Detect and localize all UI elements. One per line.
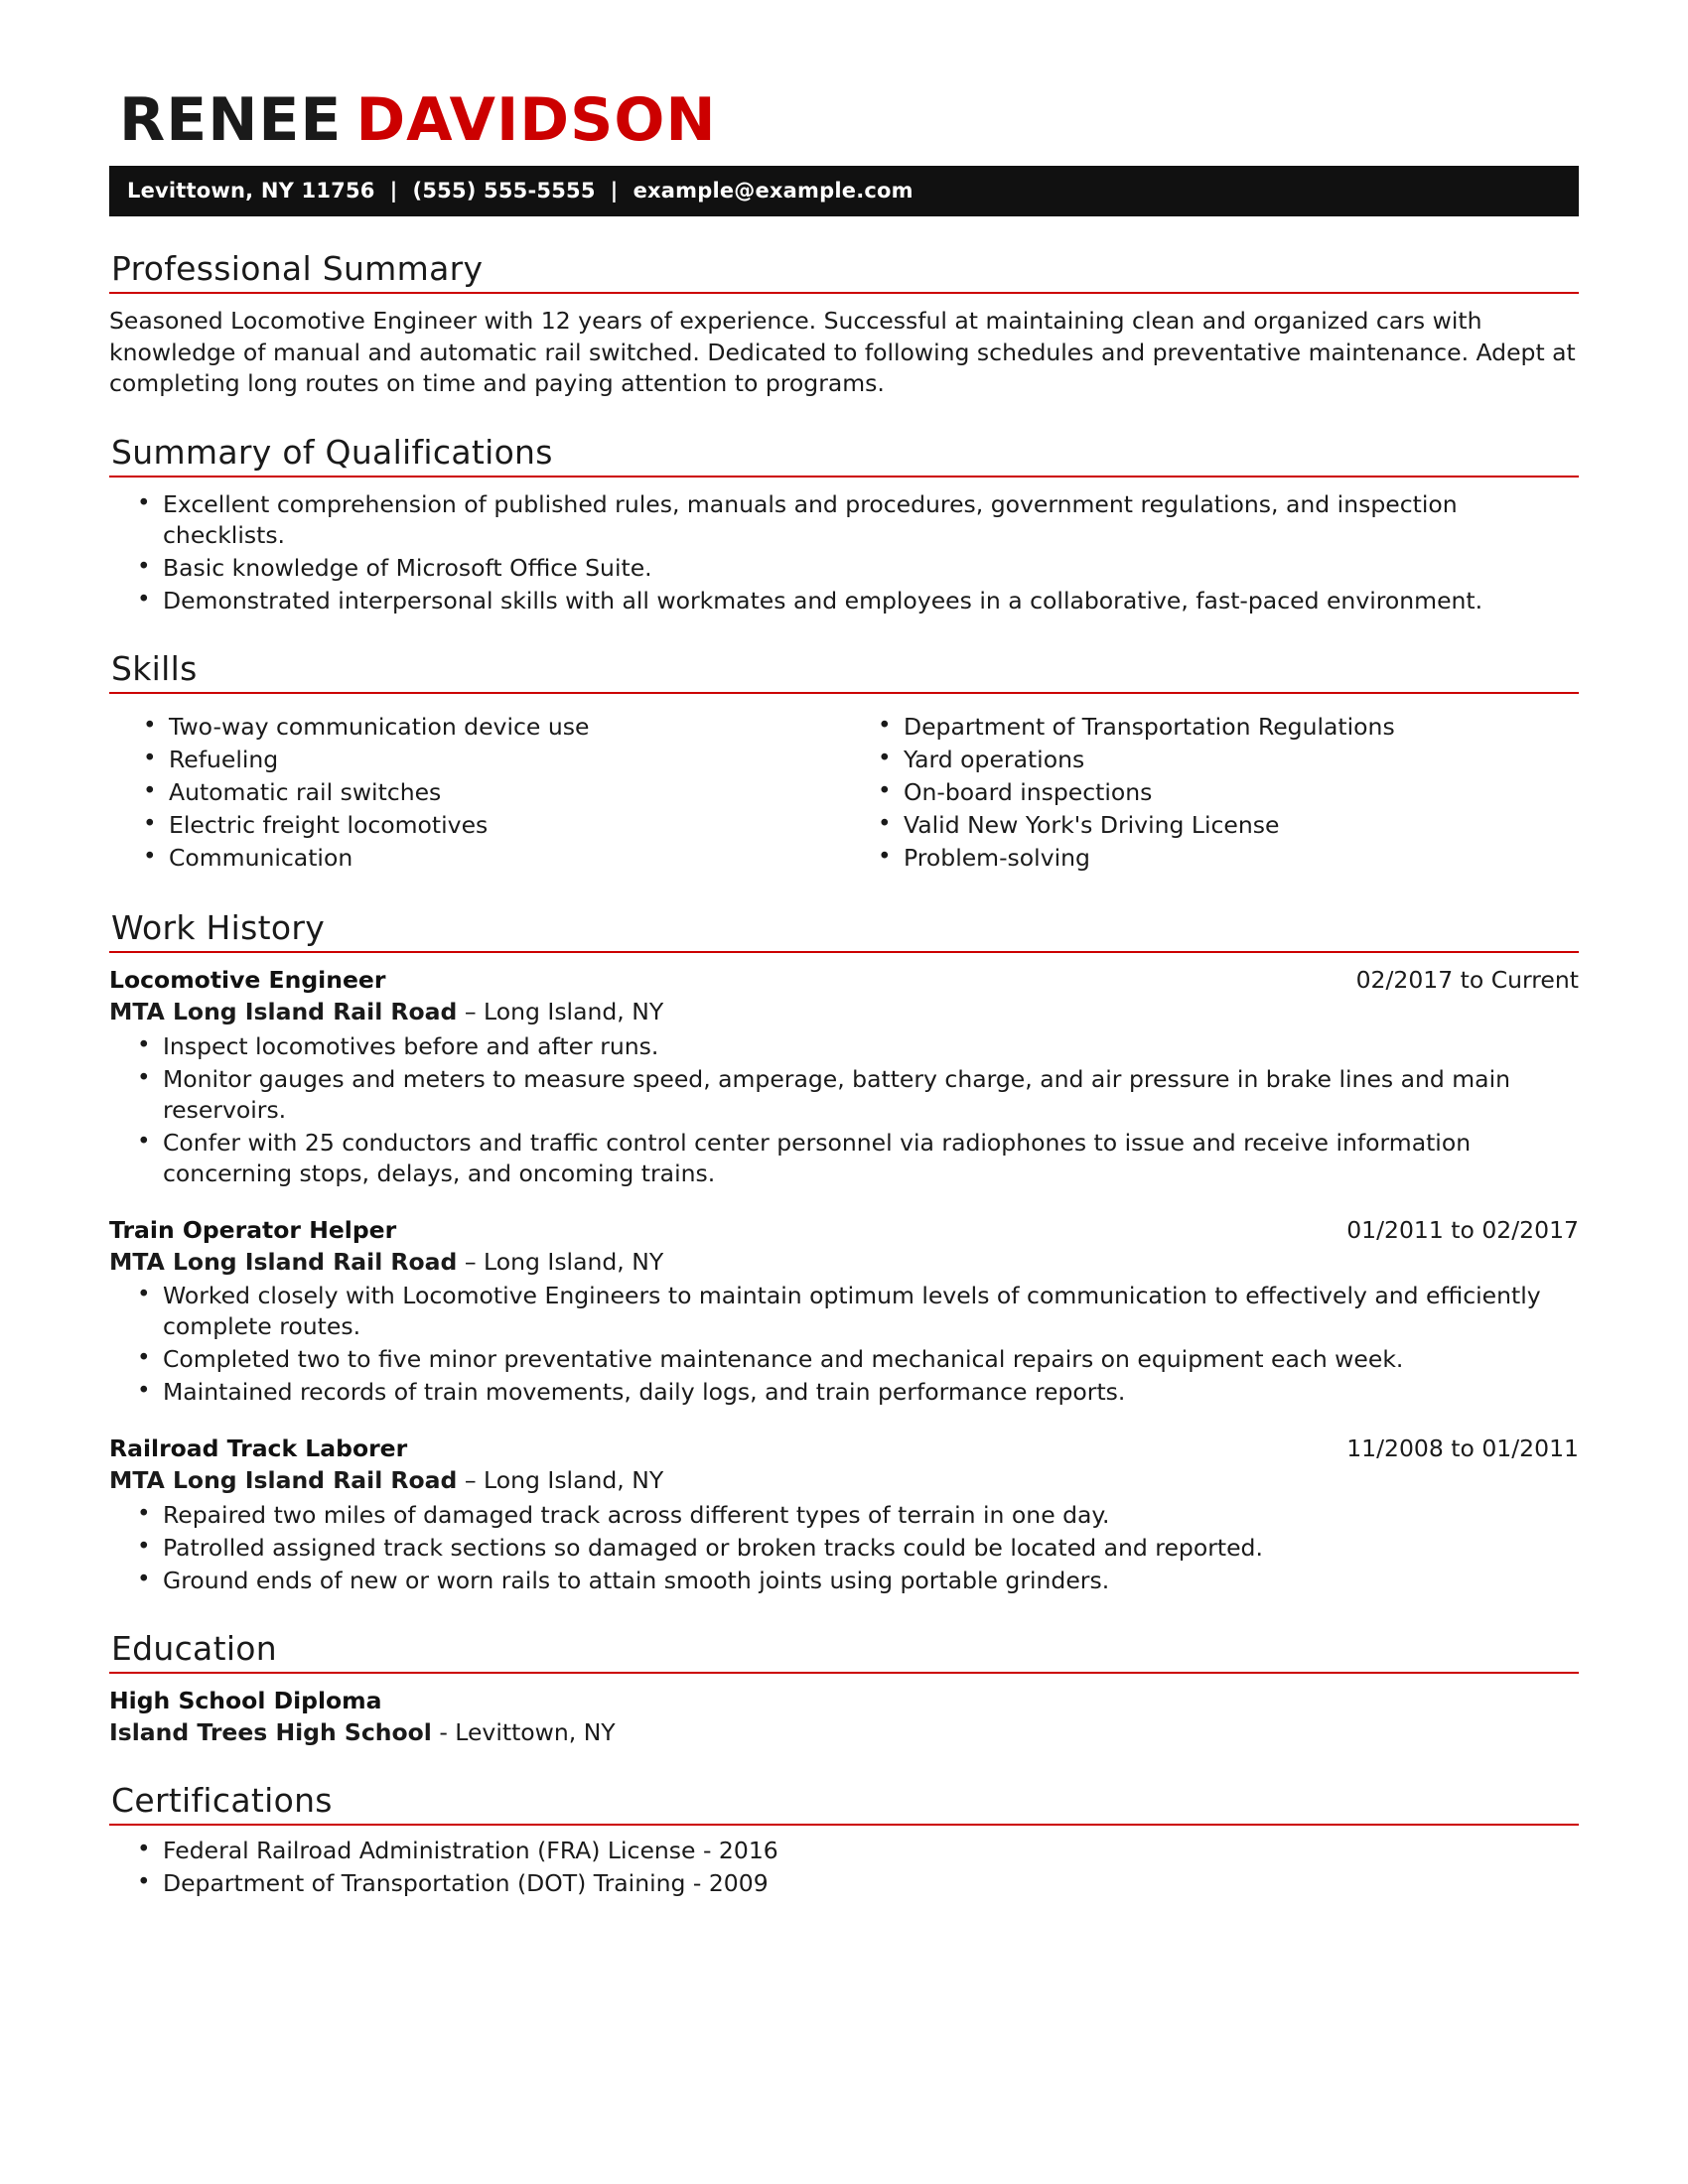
qualifications-list <box>109 489 1579 616</box>
section-work-history <box>109 909 1579 1596</box>
job-dates: 02/2017 to Current <box>1355 966 1579 995</box>
list-item: • Inspect locomotives before and after runs. <box>161 1031 1579 1062</box>
skills-column-right <box>844 706 1579 876</box>
list-item: • Problem-solving <box>902 843 1579 874</box>
job-dates: 01/2011 to 02/2017 <box>1346 1215 1579 1244</box>
section-skills <box>109 650 1579 876</box>
job-company: MTA Long Island Rail Road <box>109 1466 458 1495</box>
section-professional-summary <box>109 250 1579 400</box>
list-item: • Basic knowledge of Microsoft Office Suite. <box>161 553 1579 584</box>
education-school: Island Trees High School <box>109 1717 432 1746</box>
list-item: • Department of Transportation (DOT) Training - 2009 <box>161 1868 1579 1899</box>
job-bullets <box>109 1031 1579 1189</box>
list-item: • Refueling <box>167 745 844 775</box>
skills-list-left <box>109 712 844 874</box>
job-company: MTA Long Island Rail Road <box>109 998 458 1026</box>
section-body-skills <box>109 706 1579 876</box>
section-certifications <box>109 1782 1579 1899</box>
job-company-line <box>109 1247 1579 1278</box>
list-item: • On-board inspections <box>902 777 1579 808</box>
education-degree: High School Diploma <box>109 1686 382 1714</box>
certifications-list <box>109 1836 1579 1899</box>
list-item: • Patrolled assigned track sections so damaged or broken tracks could be located and reported. <box>161 1533 1579 1564</box>
job-company-line <box>109 997 1579 1027</box>
list-item: • Worked closely with Locomotive Engineers to maintain optimum levels of communication to effectively and efficiently complete routes. <box>161 1281 1579 1342</box>
section-title-professional-summary: Professional Summary <box>109 250 1579 294</box>
job-location: – Long Island, NY <box>457 998 664 1026</box>
work-history-entry <box>109 1433 1579 1596</box>
list-item: • Demonstrated interpersonal skills with all workmates and employees in a collaborative, fast-paced environment. <box>161 586 1579 616</box>
job-header <box>109 965 1579 996</box>
section-body-work-history <box>109 965 1579 1596</box>
list-item: • Federal Railroad Administration (FRA) License - 2016 <box>161 1836 1579 1866</box>
job-location: – Long Island, NY <box>457 1247 664 1276</box>
section-body-certifications <box>109 1836 1579 1899</box>
list-item: • Two-way communication device use <box>167 712 844 743</box>
list-item: • Repaired two miles of damaged track across different types of terrain in one day. <box>161 1500 1579 1531</box>
section-body-education <box>109 1686 1579 1749</box>
skills-column-left <box>109 706 844 876</box>
list-item: • Electric freight locomotives <box>167 810 844 841</box>
education-school-line <box>109 1717 1579 1748</box>
list-item: • Maintained records of train movements, daily logs, and train performance reports. <box>161 1377 1579 1408</box>
job-dates: 11/2008 to 01/2011 <box>1346 1434 1579 1463</box>
contact-line: Levittown, NY 11756 | (555) 555-5555 | example@example.com <box>127 179 914 203</box>
list-item: • Excellent comprehension of published rules, manuals and procedures, government regulations, and inspection checklists. <box>161 489 1579 551</box>
section-qualifications <box>109 434 1579 616</box>
first-name: RENEE <box>119 85 343 155</box>
list-item: • Automatic rail switches <box>167 777 844 808</box>
job-location: – Long Island, NY <box>457 1466 664 1495</box>
section-title-education: Education <box>109 1630 1579 1674</box>
list-item: • Communication <box>167 843 844 874</box>
section-title-skills: Skills <box>109 650 1579 694</box>
job-bullets <box>109 1281 1579 1408</box>
skills-columns <box>109 706 1579 876</box>
professional-summary-text: Seasoned Locomotive Engineer with 12 years of experience. Successful at maintaining clean and organized cars with knowledge of manual and automatic rail switched. Dedicated to following schedules and preventative maintenance. Adept at completing long routes on time and paying attention to programs. <box>109 306 1576 398</box>
list-item: • Ground ends of new or worn rails to attain smooth joints using portable grinders. <box>161 1566 1579 1596</box>
work-history-entry <box>109 965 1579 1189</box>
job-title: Railroad Track Laborer <box>109 1434 408 1463</box>
list-item: • Yard operations <box>902 745 1579 775</box>
job-bullets <box>109 1500 1579 1596</box>
list-item: • Completed two to five minor preventative maintenance and mechanical repairs on equipment each week. <box>161 1344 1579 1375</box>
list-item: • Department of Transportation Regulations <box>902 712 1579 743</box>
section-title-qualifications: Summary of Qualifications <box>109 434 1579 478</box>
section-body-professional-summary <box>109 306 1579 400</box>
job-title: Train Operator Helper <box>109 1215 397 1244</box>
list-item: • Monitor gauges and meters to measure speed, amperage, battery charge, and air pressure in brake lines and main reservoirs. <box>161 1064 1579 1126</box>
skills-list-right <box>844 712 1579 874</box>
section-education <box>109 1630 1579 1748</box>
section-title-work-history: Work History <box>109 909 1579 953</box>
contact-bar <box>109 166 1579 216</box>
job-title: Locomotive Engineer <box>109 966 386 995</box>
section-title-certifications: Certifications <box>109 1782 1579 1826</box>
work-history-entry <box>109 1215 1579 1409</box>
education-location: - Levittown, NY <box>431 1717 616 1746</box>
list-item: • Confer with 25 conductors and traffic control center personnel via radiophones to issue and receive information concerning stops, delays, and oncoming trains. <box>161 1128 1579 1189</box>
list-item: • Valid New York's Driving License <box>902 810 1579 841</box>
job-header <box>109 1433 1579 1464</box>
last-name: DAVIDSON <box>355 85 717 155</box>
candidate-name <box>119 85 1579 155</box>
job-company: MTA Long Island Rail Road <box>109 1247 458 1276</box>
job-header <box>109 1215 1579 1246</box>
job-company-line <box>109 1465 1579 1496</box>
section-body-qualifications <box>109 489 1579 616</box>
